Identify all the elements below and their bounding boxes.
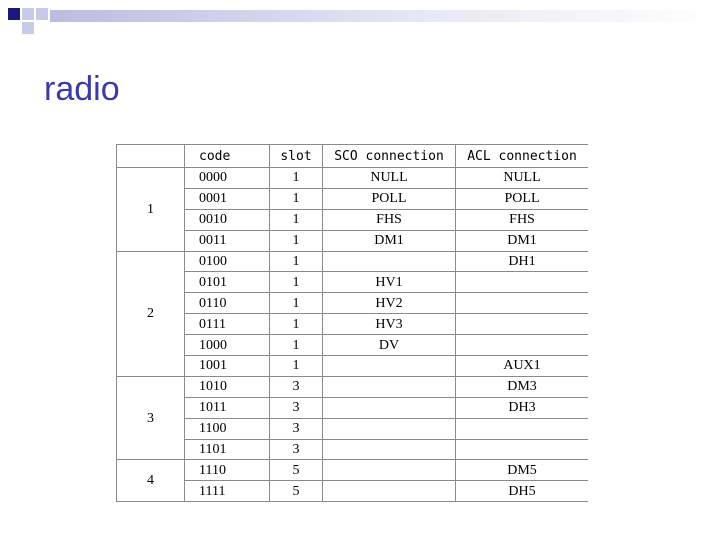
acl-cell: DH1 [456, 251, 589, 272]
sco-cell [323, 356, 456, 377]
header-sco-connection: SCO connection [323, 145, 456, 168]
slot-cell: 5 [270, 481, 323, 502]
segment-cell: 4 [117, 460, 185, 502]
acl-cell [456, 439, 589, 460]
code-cell: 0011 [185, 230, 270, 251]
packet-type-table [116, 144, 588, 502]
acl-cell [456, 314, 589, 335]
acl-cell: DH3 [456, 397, 589, 418]
header-acl-connection: ACL connection [456, 145, 589, 168]
acl-cell: DM3 [456, 376, 589, 397]
header-decoration [0, 0, 720, 50]
sco-cell: POLL [323, 188, 456, 209]
slide-title: radio [44, 70, 120, 108]
deco-square-light [22, 22, 34, 34]
table-row [117, 168, 589, 189]
table-row [117, 188, 589, 209]
code-cell: 0101 [185, 272, 270, 293]
table-row [117, 397, 589, 418]
sco-cell: NULL [323, 168, 456, 189]
acl-cell: NULL [456, 168, 589, 189]
table-row [117, 376, 589, 397]
deco-square-dark [8, 8, 20, 20]
code-cell: 1011 [185, 397, 270, 418]
code-cell: 0111 [185, 314, 270, 335]
sco-cell: HV3 [323, 314, 456, 335]
code-cell: 1001 [185, 356, 270, 377]
slot-cell: 1 [270, 168, 323, 189]
acl-cell: AUX1 [456, 356, 589, 377]
code-cell: 1000 [185, 335, 270, 356]
table-body [117, 168, 589, 502]
sco-cell: DV [323, 335, 456, 356]
table-row [117, 230, 589, 251]
slot-cell: 1 [270, 293, 323, 314]
slot-cell: 3 [270, 397, 323, 418]
header-slot: slot [270, 145, 323, 168]
acl-cell: POLL [456, 188, 589, 209]
code-cell: 0100 [185, 251, 270, 272]
segment-cell: 3 [117, 376, 185, 460]
code-cell: 1110 [185, 460, 270, 481]
slot-cell: 1 [270, 251, 323, 272]
table-row [117, 460, 589, 481]
sco-cell: HV1 [323, 272, 456, 293]
table-row [117, 335, 589, 356]
code-cell: 1100 [185, 418, 270, 439]
sco-cell: DM1 [323, 230, 456, 251]
acl-cell [456, 293, 589, 314]
header-segment [117, 145, 185, 168]
code-cell: 0000 [185, 168, 270, 189]
deco-square-light [22, 8, 34, 20]
slot-cell: 3 [270, 418, 323, 439]
sco-cell [323, 481, 456, 502]
code-cell: 1010 [185, 376, 270, 397]
header-gradient-bar [50, 10, 720, 22]
slot-cell: 1 [270, 314, 323, 335]
slot-cell: 5 [270, 460, 323, 481]
table-row [117, 272, 589, 293]
table-row [117, 293, 589, 314]
packet-type-table-wrap [116, 144, 588, 502]
acl-cell: DM5 [456, 460, 589, 481]
table-row [117, 481, 589, 502]
table-row [117, 251, 589, 272]
slot-cell: 1 [270, 335, 323, 356]
table-row [117, 356, 589, 377]
acl-cell [456, 272, 589, 293]
sco-cell [323, 251, 456, 272]
acl-cell [456, 418, 589, 439]
table-header-row [117, 145, 589, 168]
code-cell: 1111 [185, 481, 270, 502]
slot-cell: 1 [270, 230, 323, 251]
header-code: code [185, 145, 270, 168]
acl-cell: DM1 [456, 230, 589, 251]
sco-cell: HV2 [323, 293, 456, 314]
sco-cell [323, 397, 456, 418]
code-cell: 0110 [185, 293, 270, 314]
sco-cell: FHS [323, 209, 456, 230]
sco-cell [323, 418, 456, 439]
table-row [117, 209, 589, 230]
slot-cell: 1 [270, 356, 323, 377]
sco-cell [323, 376, 456, 397]
table-row [117, 439, 589, 460]
acl-cell: DH5 [456, 481, 589, 502]
table-row [117, 418, 589, 439]
sco-cell [323, 439, 456, 460]
code-cell: 0001 [185, 188, 270, 209]
code-cell: 0010 [185, 209, 270, 230]
slot-cell: 3 [270, 439, 323, 460]
acl-cell [456, 335, 589, 356]
slot-cell: 1 [270, 188, 323, 209]
code-cell: 1101 [185, 439, 270, 460]
slot-cell: 1 [270, 209, 323, 230]
table-row [117, 314, 589, 335]
slot-cell: 3 [270, 376, 323, 397]
segment-cell: 1 [117, 168, 185, 252]
segment-cell: 2 [117, 251, 185, 376]
slot-cell: 1 [270, 272, 323, 293]
acl-cell: FHS [456, 209, 589, 230]
deco-square-light [36, 8, 48, 20]
sco-cell [323, 460, 456, 481]
